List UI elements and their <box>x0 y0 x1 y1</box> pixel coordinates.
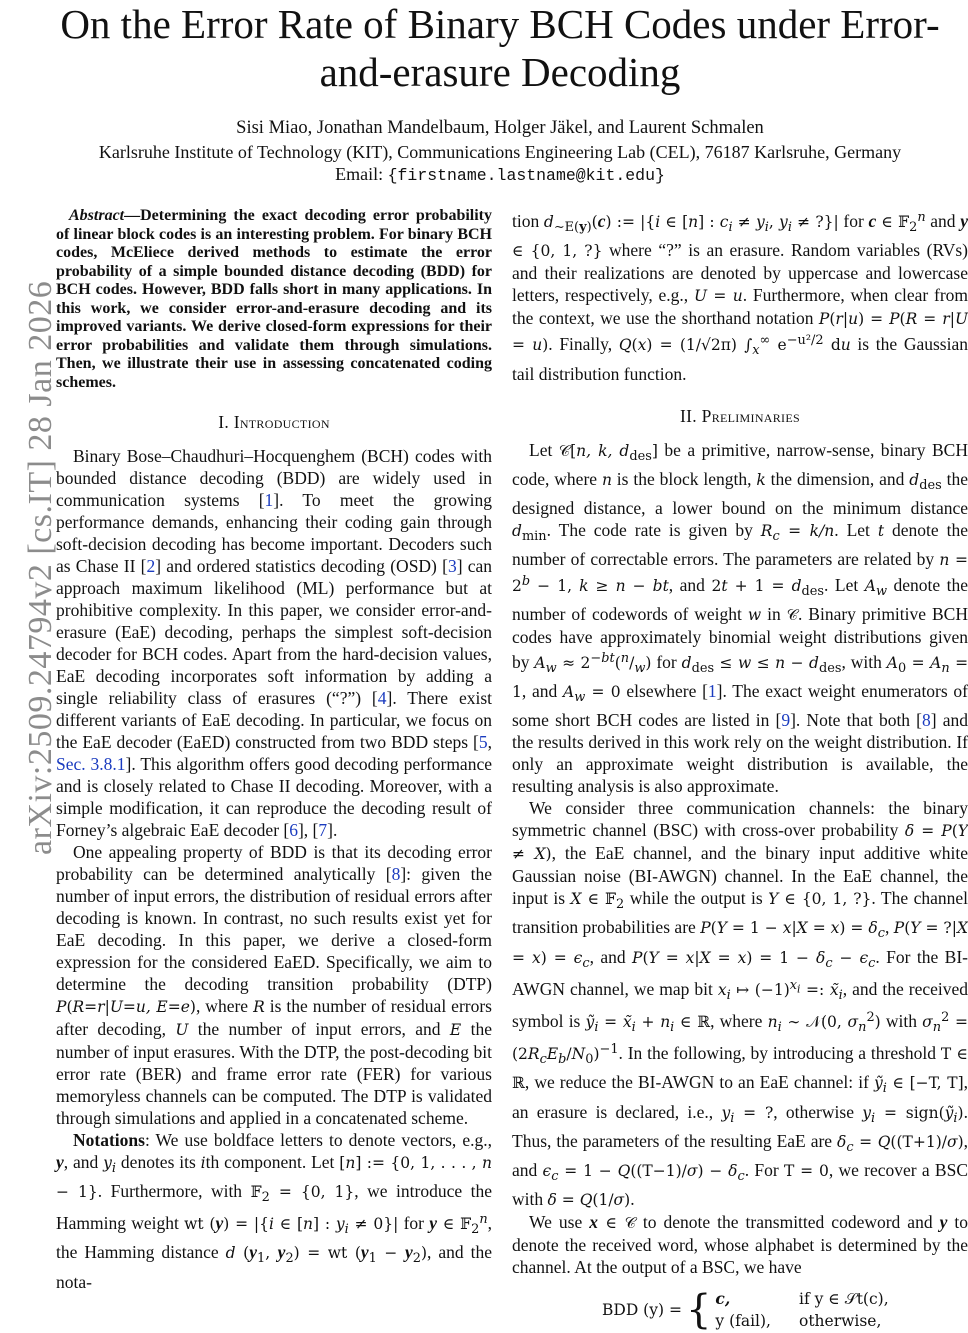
section-heading-introduction: I. Introduction <box>218 412 330 432</box>
equation-cases <box>715 1288 888 1332</box>
equation-case1-value: c, <box>715 1288 731 1308</box>
section-heading-preliminaries: II. Preliminaries <box>680 405 800 426</box>
abstract-text: —Determining the exact decoding error probability of linear block codes is an interesting problem. For binary BCH codes, McEliece derived methods to estimate the error probability of a simple bounded distance decoding (BDD) for BCH codes. However, BDD falls short in many applications. In this work, we consider error-and-erasure decoding and its improved variants. We derive closed-form expressions for their error probabilities and validate them through simulations. Then, we illustrate their use in assessing concatenated coding schemes. <box>56 207 492 391</box>
equation-case1-condition: if y ∈ 𝒮t(c), <box>799 1289 889 1308</box>
abstract <box>56 207 492 392</box>
prelim-paragraph-2: We consider three communication channels: the binary symmetric channel (BSC) with cross-over probability δ = P(Y ≠ X), the EaE channel, and the binary input additive white Gaussian noise (BI-AWGN) channel. In the EaE channel, the input is X ∈ 𝔽$_2$ while the output is Y ∈ {0, 1, ?}. The channel transition probabilities are $P(Y = 1 - x|X = x) = \delta_c$, P(Y = ?|X = $x) = \epsilon_c$, and $P(Y = x|X = x) = 1 - \delta_c - \epsilon_c$. For the BI-AWGN channel, we map bit $x_i$ ↦ $(-1)^{x_i}$ =: $x̃_i$, and the received symbol is ỹ$_i$ = $x̃_i + n_i$ ∈ ℝ, where $n_i$ ∼ 𝒩(0, $\sigma_n^2$) with $\sigma_n^2 = (2R_cE_b/N_0)^{-1}$. In the following, by introducing a threshold T ∈ ℝ, we reduce the BI-AWGN to an EaE channel: if ỹ$_i$ ∈ [−T, T], an erasure is declared, i.e., $y_i$ = ?, otherwise $y_i$ = sign(ỹ$_i$). Thus, the parameters of the resulting EaE are $\delta_c = Q((T+1)/\sigma)$, and $\epsilon_c = 1 - Q((T-1)/\sigma) - \delta_c$. For T = 0, we recover a BSC with δ = Q(1/σ). <box>512 798 968 1209</box>
affiliation: Karlsruhe Institute of Technology (KIT), Communications Engineering Lab (CEL), 76187 Karlsruhe, Germany <box>98 142 902 162</box>
intro-paragraph-1: Binary Bose–Chaudhuri–Hocquenghem (BCH) codes with bounded distance decoding (BDD) are widely used in communication systems [1]. To meet the growing performance demands, enhancing their coding gain through soft-decision decoding has become important. Decoders such as Chase II [2] and ordered statistics decoding (OSD) [3] can approach maximum likelihood (ML) performance but at prohibitive complexity. In this paper, we consider error-and-erasure (EaE) decoding, perhaps the simplest soft-decision decoder for BCH codes. Apart from the hard-decision values, EaE decoding incorporates soft information by adding a single reliability class of erasures (“?”) [4]. There exist different variants of EaE decoding. In particular, we focus on the EaE decoder (EaED) constructed from two BDD steps [5, Sec. 3.8.1]. This algorithm offers good decoding performance and is closely related to Chase II decoding. Moreover, with a simple modification, it can reproduce the decoding result of Forney’s algebraic EaE decoder [6], [7]. <box>56 446 493 840</box>
paper-title: On the Error Rate of Binary BCH Codes under Error-and-erasure Decoding <box>60 1 940 95</box>
right-column <box>512 207 968 1332</box>
bdd-equation <box>602 1288 968 1332</box>
prelim-paragraph-1: Let 𝒞[n, k, $d_{des}$] be a primitive, narrow-sense, binary BCH code, where n is the block length, k the dimension, and $d_{des}$ the designed distance, a lower bound on the minimum distance $d_{min}$. The code rate is given by $R_c = k/n$. Let t denote the number of correctable errors. The parameters are related by $n = 2^b - 1$, k ≥ n − bt, and $2t + 1 = d_{des}$. Let $A_w$ denote the number of codewords of weight w in 𝒞. Binary primitive BCH codes have approximately binomial weight distributions given by $A_w \approx 2^{-bt}(^n/_w)$ for $d_{des} \le w \le n - d_{des}$, with $A_0 = A_n = 1$, and $A_w = 0$ elsewhere [1]. The exact weight enumerators of some short BCH codes are listed in [9]. Note that both [8] and the results derived in this work rely on the weight distribution. If only an approximate weight distribution is available, the resulting analysis is also approximate. <box>512 439 968 797</box>
equation-lhs: BDD (y) = <box>602 1300 682 1319</box>
email-address: {firstname.lastname@kit.edu} <box>387 166 665 185</box>
equation-case2-condition: otherwise, <box>799 1311 882 1330</box>
prelim-paragraph-3: We use x ∈ 𝒞 to denote the transmitted codeword and y to denote the received word, whose alphabet is determined by the channel. At the output of a BSC, we have <box>512 1211 968 1277</box>
abstract-lead: Abstract <box>69 207 125 224</box>
intro-paragraph-notations: Notations: We use boldface letters to denote vectors, e.g., y, and $y_i$ denotes its ith component. Let [n] := {0, 1, . . . , n − 1}. Furthermore, with 𝔽$_2$ = {0, 1}, we introduce the Hamming weight wt (y) = |{i ∈ [n] : $y_i \ne 0\}|$ for y ∈ 𝔽$_2^n$, the Hamming distance d ($y_1$, $y_2$) = wt $(y_1 - y_2)$, and the nota- <box>56 1130 493 1292</box>
author-list: Sisi Miao, Jonathan Mandelbaum, Holger Jäkel, and Laurent Schmalen <box>236 118 764 138</box>
intro-paragraph-2: One appealing property of BDD is that its decoding error probability can be determined analytically [8]: given the number of input errors, the distribution of residual errors after decoding is known. In contrast, no such results exist yet for EaE decoding. In this paper, we derive a closed-form expression for the considered EaED. Specifically, we aim to determine the decoding transition probability (DTP) P(R=r|U=u, E=e), where R is the number of residual errors after decoding, U the number of input errors, and E the number of input erasures. With the DTP, the post-decoding bit error rate (BER) and frame error rate (FER) for various memoryless channels can be computed. The DTP is validated through simulations and applied in a concatenated scheme. <box>56 842 493 1128</box>
notation-continued: tion $d_{\sim E(y)}(c)$ := |{i ∈ [n] : $c_i \ne y_i$, $y_i$ ≠ ?}| for c ∈ 𝔽$_2^n$ and y ∈ {0, 1, ?} where “?” is an erasure. Random variables (RVs) and their realizations are denoted by uppercase and lowercase letters, respectively, e.g., U = u. Furthermore, when clear from the context, we use the shorthand notation P(r|u) = P(R = r|U = u). Finally, Q(x) = (1/√2π) $\int_x^\infty$ $e^{-u^2/2}$ du is the Gaussian tail distribution function. <box>512 210 968 384</box>
equation-brace: { <box>685 1286 712 1333</box>
equation-case2-value: y (fail), <box>715 1311 771 1330</box>
arxiv-stamp: arXiv:2509.24794v2 [cs.IT] 28 Jan 2026 <box>22 280 59 855</box>
email-line <box>40 163 960 187</box>
left-column <box>56 207 492 1293</box>
email-label: Email: <box>335 164 384 184</box>
